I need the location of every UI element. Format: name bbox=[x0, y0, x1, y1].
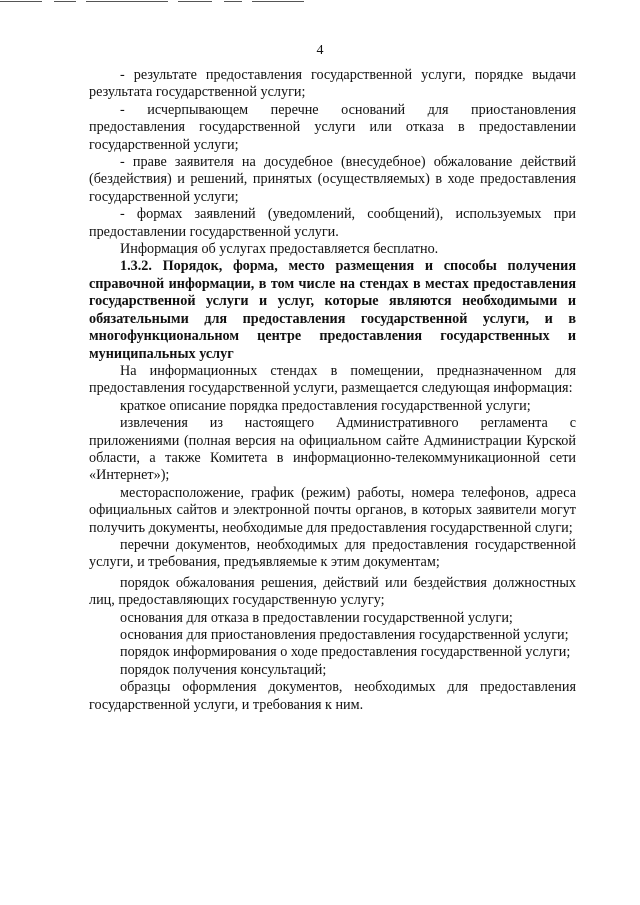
paragraph: - формах заявлений (уведомлений, сообщений), используемых при предоставлении государственной услуги. bbox=[89, 206, 576, 240]
paragraph: - результате предоставления государственной услуги, порядке выдачи результата государственной услуги; bbox=[89, 67, 576, 101]
paragraph: Информация об услугах предоставляется бесплатно. bbox=[120, 241, 439, 258]
paragraph: извлечения из настоящего Административного регламента с приложениями (полная версия на официальном сайте Администрации Курской области, а также Комитета в информационно-телекоммуникационной сети «Интернет»); bbox=[89, 415, 576, 484]
paragraph: порядок информирования о ходе предоставления государственной услуги; bbox=[120, 644, 571, 661]
paragraph: основания для приостановления предоставления государственной услуги; bbox=[120, 627, 569, 643]
paragraph: месторасположение, график (режим) работы, номера телефонов, адреса официальных сайтов и электронной почты органов, в которых заявители могут получить документы, необходимые для предоставления государственной слуги; bbox=[89, 484, 576, 536]
paragraph: основания для отказа в предоставлении государственной услуги; bbox=[120, 609, 513, 626]
paragraph: порядок обжалования решения, действий или бездействия должностных лиц, предоставляющих государственную услугу; bbox=[89, 574, 576, 609]
document-body bbox=[89, 67, 576, 714]
paragraph: - исчерпывающем перечне оснований для приостановления предоставления государственной услуги или отказа в предоставлении государственной услуги; bbox=[89, 101, 576, 153]
section-heading: 1.3.2. Порядок, форма, место размещения и способы получения справочной информации, в том числе на стендах в местах предоставления государственной услуги и услуг, которые являются необходимыми и обязательными для предоставления государственной услуги, и в многофункциональном центре предоставления государственных и муниципальных услуг bbox=[89, 258, 576, 362]
paragraph: краткое описание порядка предоставления государственной услуги; bbox=[120, 397, 531, 414]
paragraph: На информационных стендах в помещении, предназначенном для предоставления государственной услуги, размещается следующая информация: bbox=[89, 362, 576, 397]
paragraph: порядок получения консультаций; bbox=[120, 661, 327, 678]
header-rule bbox=[0, 0, 640, 5]
page-number: 4 bbox=[316, 43, 324, 58]
paragraph: - праве заявителя на досудебное (внесудебное) обжалование действий (бездействия) и решений, принятых (осуществляемых) в ходе предоставления государственной услуги; bbox=[89, 154, 576, 205]
paragraph: образцы оформления документов, необходимых для предоставления государственной услуги, и требования к ним. bbox=[89, 679, 576, 713]
paragraph: перечни документов, необходимых для предоставления государственной услуги, и требования, предъявляемые к этим документам; bbox=[89, 536, 576, 571]
